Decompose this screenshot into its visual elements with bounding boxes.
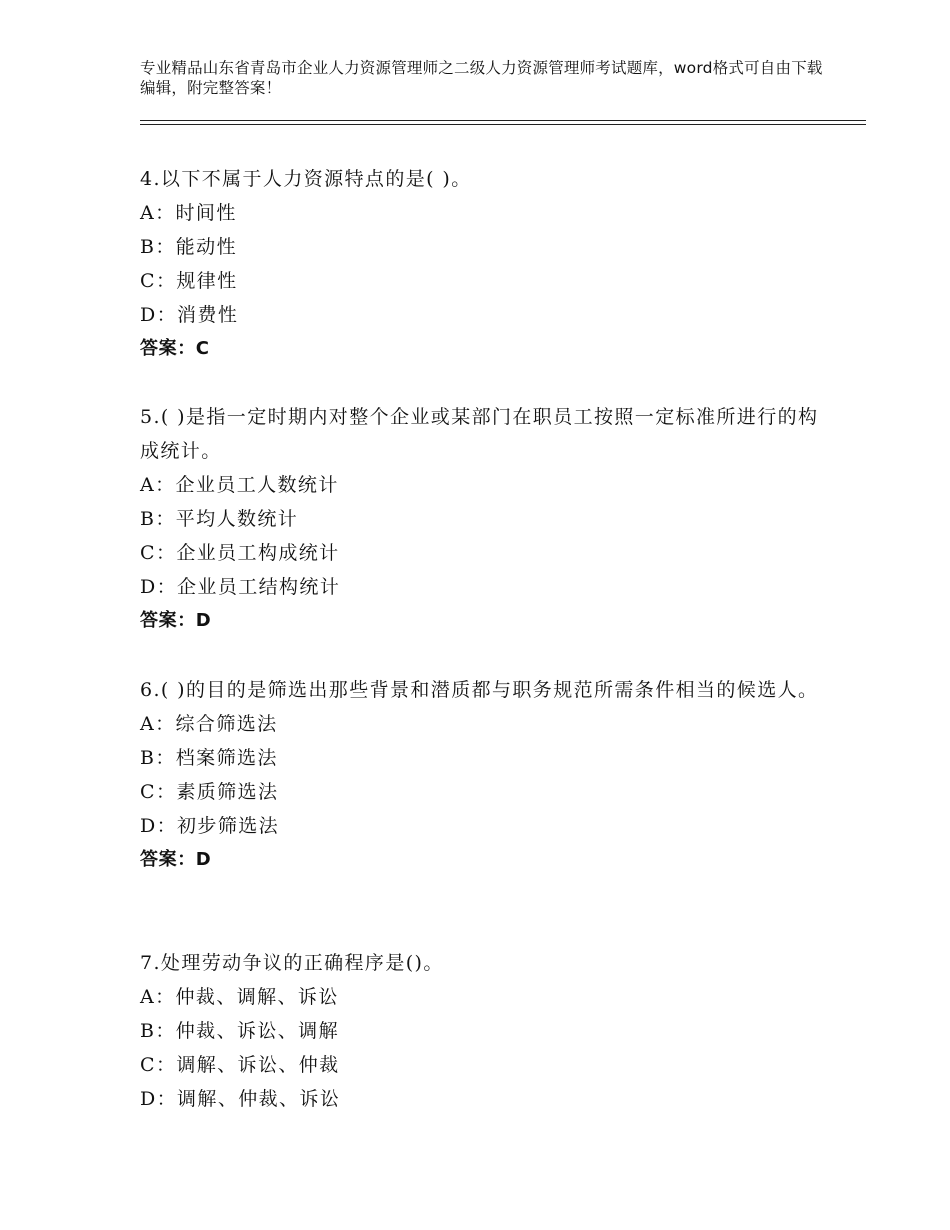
option-c: C：调解、诉讼、仲裁 <box>140 1054 340 1076</box>
question-7 <box>140 946 830 1116</box>
option-b: B：仲裁、诉讼、调解 <box>140 1020 339 1042</box>
header-divider-top <box>140 120 866 121</box>
answer-label: 答案：C <box>140 338 210 359</box>
option-a: A：时间性 <box>140 202 237 224</box>
option-b: B：能动性 <box>140 236 237 258</box>
document-header: 专业精品山东省青岛市企业人力资源管理师之二级人力资源管理师考试题库，word格式可自由下载编辑，附完整答案！ <box>140 59 823 97</box>
option-b: B：档案筛选法 <box>140 747 278 769</box>
option-c: C：规律性 <box>140 270 238 292</box>
header-divider-bottom <box>140 124 866 125</box>
answer-label: 答案：D <box>140 610 212 631</box>
option-d: D：消费性 <box>140 304 239 326</box>
option-d: D：调解、仲裁、诉讼 <box>140 1088 341 1110</box>
question-stem: 4.以下不属于人力资源特点的是( )。 <box>140 168 472 190</box>
option-a: A：企业员工人数统计 <box>140 474 339 496</box>
question-stem: 5.( )是指一定时期内对整个企业或某部门在职员工按照一定标准所进行的构成统计。 <box>140 406 819 462</box>
option-c: C：素质筛选法 <box>140 781 279 803</box>
question-6 <box>140 673 830 877</box>
option-c: C：企业员工构成统计 <box>140 542 340 564</box>
question-4 <box>140 162 830 366</box>
option-b: B：平均人数统计 <box>140 508 299 530</box>
question-5 <box>140 400 830 638</box>
question-stem: 7.处理劳动争议的正确程序是()。 <box>140 952 444 974</box>
question-stem: 6.( )的目的是筛选出那些背景和潜质都与职务规范所需条件相当的候选人。 <box>140 679 819 701</box>
option-a: A：仲裁、调解、诉讼 <box>140 986 339 1008</box>
option-d: D：企业员工结构统计 <box>140 576 341 598</box>
option-d: D：初步筛选法 <box>140 815 280 837</box>
answer-label: 答案：D <box>140 849 212 870</box>
option-a: A：综合筛选法 <box>140 713 278 735</box>
